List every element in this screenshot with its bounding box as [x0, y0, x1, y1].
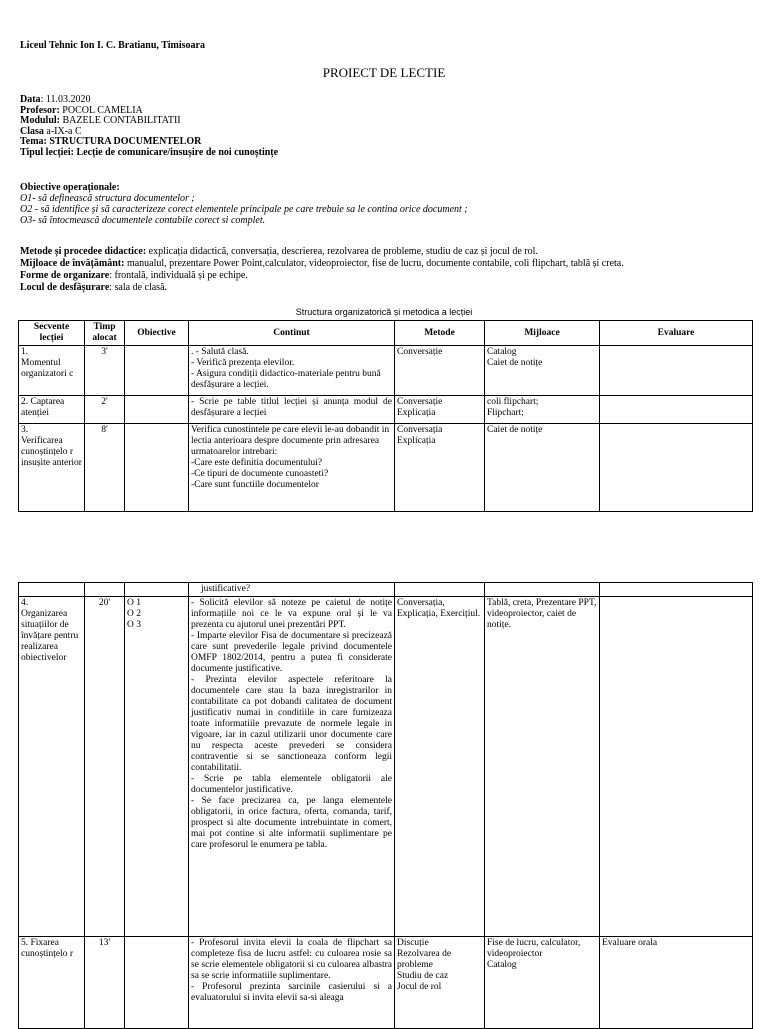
cell-evaluation — [600, 424, 753, 512]
cell-evaluation — [600, 396, 753, 424]
cell-time: 3' — [85, 346, 125, 396]
table-row — [19, 597, 753, 937]
module-value: BAZELE CONTABILITATII — [60, 115, 181, 126]
place-line — [20, 282, 760, 294]
header-objectives: Obiective — [125, 321, 189, 346]
class-value: a-IX-a C — [43, 125, 82, 137]
didactic-meta — [20, 246, 760, 294]
methods-label: Metode și procedee didactice: — [20, 246, 147, 257]
cell-methods: Conversație Explicația — [395, 396, 485, 424]
table-row — [19, 583, 753, 597]
cell-methods: Discuție Rezolvarea de probleme Studiu de caz Jocul de rol — [395, 937, 485, 1029]
objective-o1: O1- să definească structura documentelor ; — [20, 193, 195, 204]
table-row — [19, 346, 753, 396]
school-name: Liceul Tehnic Ion I. C. Bratianu, Timisoara — [20, 40, 205, 51]
cell-time — [85, 583, 125, 597]
cell-content: - Scrie pe table titlul lecției și anunța modul de desfășurare a lecției — [189, 396, 395, 424]
objective-o3: O3- să întocmească documentele contabile corect si complet. — [20, 215, 266, 226]
table-row — [19, 424, 753, 512]
cell-means: Catalog Caiet de notițe — [485, 346, 600, 396]
cell-sequence: 1. Momentul organizatori c — [19, 346, 85, 396]
cell-objectives — [125, 583, 189, 597]
cell-time: 20' — [85, 597, 125, 937]
forms-value: : frontală, individuală și pe echipe. — [109, 270, 248, 281]
objective-o2: O2 - să identifice și să caracterizeze corect elementele principale pe care trebuie sa le contina orice document ; — [20, 204, 468, 215]
cell-content: - Solicită elevilor să noteze pe caietul de notițe informațiile noi ce le va expune oral și le va prezenta cu ajutorul unei prezentări PPT. - Imparte elevilor Fisa de documentare si precizează care sunt prevederile legale privind documentele OMFP 1802/2014, pentru a putea fi considerate documente justificative. - Prezinta elevilor aspectele referitoare la documentele care stau la baza inregistrarilor in contabilitate ca pot dobandi calitatea de document justificativ numai in conditiile in care furnizeaza toate informatiile prevazute de normele legale in vigoare, iar in cazul utilizarii unor documente care nu respecta aceste prevederi se considera contraventie si se sanctioneaza conform legii contabilitatii. - Scrie pe tabla elementele obligatorii ale documentelor justificative. - Se face precizarea ca, pe langa elementele obligatorii, in orice factura, oferta, comanda, tarif, prospect si alte documente intrebuintate in comert, mai pot contine si alte informatii suplimentare pe care profesorul le enumera pe tabla. — [189, 597, 395, 937]
cell-sequence — [19, 583, 85, 597]
cell-objectives — [125, 424, 189, 512]
cell-sequence: 3. Verificarea cunoștințelo r insușite anterior — [19, 424, 85, 512]
means-line — [20, 258, 760, 270]
lesson-table-page2 — [18, 582, 753, 1029]
lesson-type-value: Lecție de comunicare/insușire de noi cunoștințe — [76, 146, 279, 158]
cell-sequence: 4. Organizarea situațiilor de învățare pentru realizarea obiectivelor — [19, 597, 85, 937]
table-header-row — [19, 321, 753, 346]
cell-objectives: O 1 O 2 O 3 — [125, 597, 189, 937]
cell-evaluation — [600, 346, 753, 396]
theme-label: Tema: — [20, 136, 47, 147]
table-caption: Structura organizatorică și metodica a lecției — [295, 307, 473, 317]
cell-methods: Conversația, Explicația, Exercițiul. — [395, 597, 485, 937]
means-label: Mijloace de învățământ: — [20, 258, 125, 269]
place-value: : sala de clasă. — [109, 282, 168, 293]
lesson-info — [20, 95, 740, 158]
cell-means: Fise de lucru, calculator, videoproiector Catalog — [485, 937, 600, 1029]
cell-objectives — [125, 937, 189, 1029]
date-value: : 11.03.2020 — [40, 94, 91, 105]
date-label: Data — [20, 94, 41, 105]
lesson-type-line — [20, 148, 740, 159]
lesson-type-label: Tipul lecției: — [20, 146, 77, 158]
page-title: PROIECT DE LECTIE — [322, 65, 446, 80]
class-label: Clasa — [20, 125, 44, 137]
module-line — [20, 116, 740, 127]
cell-evaluation — [600, 583, 753, 597]
objectives-title: Obiective operaționale: — [20, 182, 120, 193]
header-means: Mijloace — [485, 321, 600, 346]
cell-time: 13' — [85, 937, 125, 1029]
cell-objectives — [125, 346, 189, 396]
header-evaluation: Evaluare — [600, 321, 753, 346]
cell-methods: Conversație — [395, 346, 485, 396]
cell-content: - Profesorul invita elevii la coala de flipchart sa completeze fisa de lucru astfel: cu culoarea rosie sa se scrie elementele obligatorii si cu culoarea albastra sa se scrie informatiile suplimentare. - Profesorul prezinta sarcinile casierului si a evaluatorului si invita elevii sa-si aleaga — [189, 937, 395, 1029]
methods-value: explicația didactică, conversația, descrierea, rezolvarea de probleme, studiu de caz și jocul de rol. — [146, 246, 538, 257]
cell-means: Caiet de notițe — [485, 424, 600, 512]
cell-methods — [395, 583, 485, 597]
cell-evaluation: Evaluare orala — [600, 937, 753, 1029]
cell-evaluation — [600, 597, 753, 937]
cell-means — [485, 583, 600, 597]
cell-content: . - Salută clasă. - Verifică prezența elevilor. - Asigura condiții didactico-materiale pentru bună desfășurare a lecției. — [189, 346, 395, 396]
table-row — [19, 937, 753, 1029]
teacher-value: POCOL CAMELIA — [59, 104, 143, 116]
header-methods: Metode — [395, 321, 485, 346]
cell-time: 8' — [85, 424, 125, 512]
cell-sequence: 5. Fixarea cunoștințelo r — [19, 937, 85, 1029]
cell-time: 2' — [85, 396, 125, 424]
teacher-label: Profesor: — [20, 104, 60, 116]
cell-objectives — [125, 396, 189, 424]
header-time: Timp alocat — [85, 321, 125, 346]
cell-means: coli flipchart; Flipchart; — [485, 396, 600, 424]
header-content: Continut — [189, 321, 395, 346]
header-sequence: Secvente lecției — [19, 321, 85, 346]
place-label: Locul de desfășurare — [20, 282, 110, 293]
forms-label: Forme de organizare — [20, 270, 110, 281]
objectives-section — [20, 182, 740, 226]
cell-means: Tablă, creta, Prezentare PPT, videoproiector, caiet de notițe. — [485, 597, 600, 937]
means-value: manualul, prezentare Power Point,calculator, videoproiector, fise de lucru, documente contabile, coli flipchart, tablă și creta. — [124, 258, 624, 269]
methods-line — [20, 246, 760, 258]
module-label: Modulul: — [20, 115, 61, 126]
cell-content: Verifica cunostintele pe care elevii le-au dobandit in lectia anterioara despre documente prin adresarea urmatoarelor intrebari: -Care este definitia documentului? -Ce tipuri de documente cunoasteti? -Care sunt functiile documentelor — [189, 424, 395, 512]
lesson-table-page1 — [18, 320, 753, 512]
cell-methods: Conversația Explicația — [395, 424, 485, 512]
forms-line — [20, 270, 760, 282]
table-row — [19, 396, 753, 424]
theme-value: STRUCTURA DOCUMENTELOR — [46, 136, 202, 147]
cell-sequence: 2. Captarea atenției — [19, 396, 85, 424]
cell-content: justificative? — [189, 583, 395, 597]
